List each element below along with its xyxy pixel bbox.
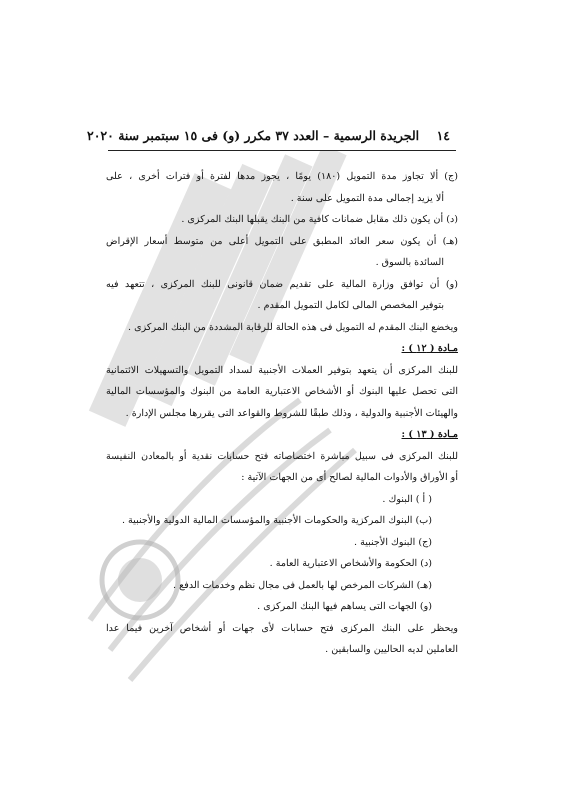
text-line: للبنك المركزى أن يتعهد بتوفير العملات الأجنبية لسداد التمويل والتسهيلات الائتمانية	[106, 364, 458, 376]
list-item: (ج) البنوك الأجنبية .	[353, 536, 432, 548]
list-item: (هـ) الشركات المرخص لها بالعمل فى مجال نظم وخدمات الدفع .	[173, 579, 432, 591]
text-line: والهيئات الأجنبية والدولية ، وذلك طبقًا للشروط والقواعد التى يقررها مجلس الإدارة .	[125, 407, 458, 419]
list-item: (ب) البنوك المركزية والحكومات الأجنبية والمؤسسات المالية الدولية والأجنبية .	[121, 515, 432, 526]
page-number: ١٤	[436, 128, 450, 143]
text-line: للبنك المركزى فى سبيل مباشرة اختصاصاته فتح حسابات نقدية أو بالمعادن النفيسة	[106, 450, 458, 462]
text-line: ويخضع البنك المقدم له التمويل فى هذه الحالة للرقابة المشددة من البنك المركزى .	[128, 321, 458, 333]
article-heading: مـادة ( ١٢ ) :	[401, 343, 458, 354]
text-line: (ج) ألا تجاوز مدة التمويل (١٨٠) يومًا ، يجوز مدها لفترة أو فترات أخرى ، على	[106, 171, 458, 182]
header-divider	[108, 150, 456, 151]
gazette-title: الجريدة الرسمية – العدد ٣٧ مكرر (و) فى ١٥ سبتمبر سنة ٢٠٢٠	[86, 128, 420, 143]
text-line: (د) أن يكون ذلك مقابل ضمانات كافية من البنك يقبلها البنك المركزى .	[181, 214, 458, 225]
text-line: التى تحصل عليها البنوك أو الأشخاص الاعتبارية العامة من البنوك والمؤسسات المالية	[106, 386, 458, 397]
text-line: (و) أن توافق وزارة المالية على تقديم ضمان قانونى للبنك المركزى ، تتعهد فيه	[106, 278, 458, 290]
page-header	[86, 128, 450, 143]
text-line: السائدة بالسوق .	[375, 257, 444, 268]
text-line: (هـ) أن يكون سعر العائد المطبق على التمويل أعلى من متوسط أسعار الإقراض	[106, 235, 458, 247]
text-line: أو الأوراق والأدوات المالية لصالح أى من الجهات الآتية :	[241, 472, 458, 483]
text-line: ويحظر على البنك المركزى فتح حسابات لأى جهات أو أشخاص آخرين فيما عدا	[106, 622, 458, 634]
document-body	[106, 166, 458, 661]
list-item: (د) الحكومة والأشخاص الاعتبارية العامة .	[269, 558, 432, 569]
text-line: ألا يزيد إجمالى مدة التمويل على سنة .	[290, 192, 444, 204]
list-item: ( أ ) البنوك .	[382, 493, 432, 505]
article-heading: مـادة ( ١٣ ) :	[401, 429, 458, 440]
list-item: (و) الجهات التى يساهم فيها البنك المركزى .	[257, 601, 432, 612]
text-line: بتوفير المخصص المالى لكامل التمويل المقدم .	[257, 300, 444, 311]
text-line: العاملين لديه الحاليين والسابقين .	[325, 644, 458, 655]
